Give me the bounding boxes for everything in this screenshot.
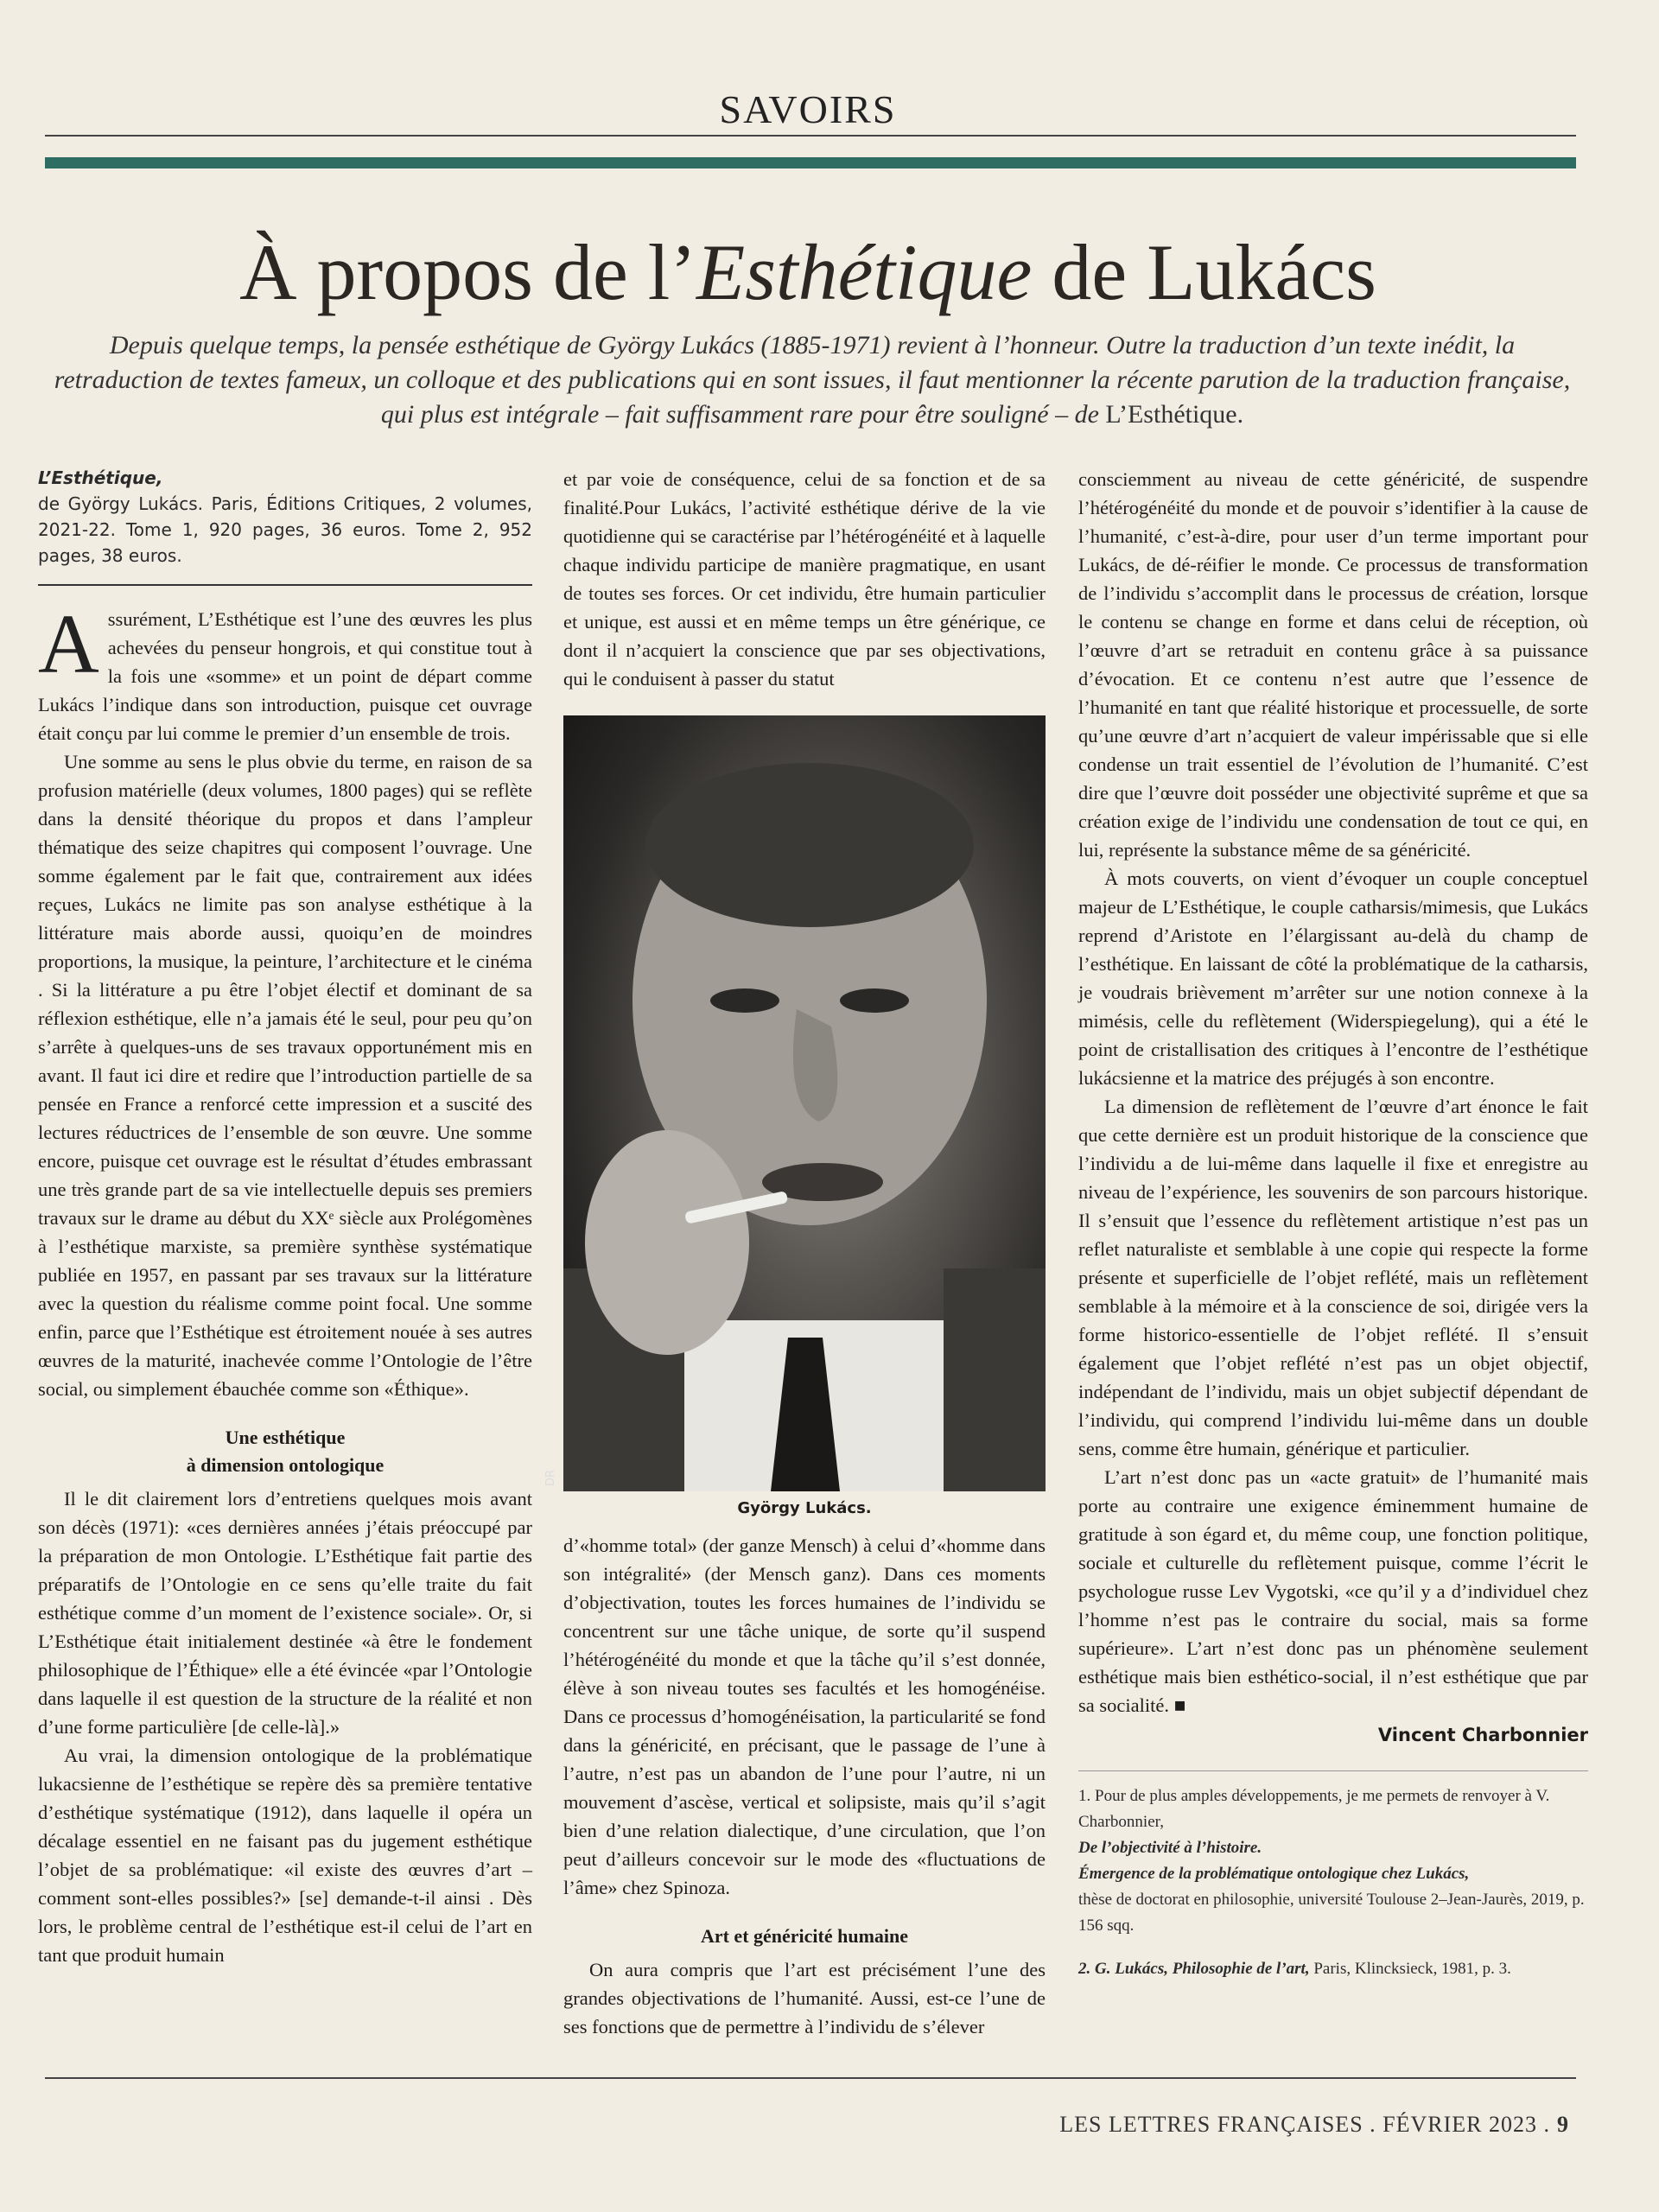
column-2 (544, 465, 1046, 2041)
paragraph-11: L’art n’est donc pas un «acte gratuit» de l’humanité mais porte au contraire une exigence éminemment humaine de gratitude à son égard et, du même coup, une fonction politique, sociale et culturelle du reflètement puisque, comme l’écrit le psychologue russe Lev Vygotski, «ce qu’il y a d’individuel chez l’homme n’est pas le contraire du social, mais sa forme supérieure». L’art n’est donc pas un phénomène seulement esthétique mais bien esthético-social, il n’est esthétique que par sa socialité. ■ (1078, 1466, 1588, 1716)
paragraph-5: et par voie de conséquence, celui de sa fonction et de sa finalité.Pour Lukács, l’activité esthétique dérive de la vie quotidienne qui se caractérise par l’hétérogénéité et à laquelle chaque individu participe de manière pragmatique, en usant de toutes ses forces. Or cet individu, être humain particulier et unique, est aussi et en même temps un être générique, ce dont il n’acquiert la conscience que par ses objectivations, qui le conduisent à passer du statut (563, 468, 1046, 690)
column-1 (38, 465, 532, 1969)
column-3 (1078, 465, 1588, 1999)
page-number: 9 (1557, 2112, 1569, 2137)
paragraph-7: On aura compris que l’art est précisément l’une des grandes objectivations de l’humanité. Aussi, est-ce l’une de ses fonctions que de permettre à l’individu de s’élever (563, 1959, 1046, 2037)
subheading-genericite: Art et généricité humaine (700, 1925, 909, 1947)
header-rule (45, 135, 1576, 137)
portrait-photo (544, 715, 1046, 1491)
article-lead: Depuis quelque temps, la pensée esthétique de György Lukács (1885-1971) revient à l’honneur. Outre la traduction d’un texte inédit, la retraduction de textes fameux, un colloque et des publications qui en sont issues, il faut mentionner la récente parution de la traduction française, qui plus est intégrale – fait suffisamment rare pour être souligné – de L’Esthétique. (54, 331, 1571, 429)
paragraph-4: Au vrai, la dimension ontologique de la problématique lukacsienne de l’esthétique se repère dès sa première tentative d’esthétique systématique (1912), dans laquelle il opéra un décalage essentiel en ne faisant pas du jugement esthétique l’objet de sa problématique: «il existe des œuvres d’art – comment sont-elles possibles?» [se] demande-t-il ainsi . Dès lors, le problème central de l’esthétique est-il celui de l’art en tant que produit humain (38, 1745, 532, 1966)
subheading-ontologique: Une esthétique à dimension ontologique (186, 1427, 385, 1476)
paragraph-8: consciemment au niveau de cette généricité, de suspendre l’hétérogénéité du monde et de pouvoir s’identifier à la cause de l’humanité, c’est-à-dire, pour user d’un terme important pour Lukács, de dé-réifier le monde. Ce processus de transformation de l’individu s’accomplit dans le processus de création, lorsque le contenu se change en forme et dans celui de réception, où l’œuvre d’art se retraduit en contenu grâce à sa puissance d’évocation. Et ce contenu n’est autre que l’essence de l’humanité en tant que réalité historique et processuelle, de sorte qu’une œuvre d’art n’acquiert de valeur impérissable que si elle condense un trait essentiel de l’évolution de l’humanité. C’est dire que l’œuvre doit posséder une objectivité suprême et que sa création exige de l’individu une condensation de tout ce qui, en lui, représente la substance même de sa généricité. (1078, 468, 1588, 861)
book-title: L’Esthétique, (38, 467, 163, 488)
portrait-illustration (563, 715, 1046, 1491)
footer-rule (45, 2077, 1576, 2079)
paragraph-2: Une somme au sens le plus obvie du terme, en raison de sa profusion matérielle (deux volumes, 1800 pages) qui se reflète dans la densité théorique du propos et dans l’ampleur thématique des seize chapitres qui composent l’ouvrage. Une somme également par le fait que, contrairement aux idées reçues, Lukács ne limite pas son analyse esthétique à la littérature mais aborde aussi, quoiqu’en de moindres proportions, la musique, la peinture, l’architecture et le cinéma . Si la littérature a pu être l’objet électif et dominant de sa réflexion esthétique, elle n’a jamais été le seul, pour peu qu’on s’arrête à quelques-uns de ses travaux opportunément mis en avant. Il faut ici dire et redire que l’introduction partielle de sa pensée en France a renforcé cette impression et a suscité des lectures réductrices de l’ensemble de son œuvre. Une somme encore, puisque cet ouvrage est le résultat d’études embrassant une très grande part de sa vie intellectuelle depuis ses premiers travaux sur le drame au début du XXᵉ siècle aux Prolégomènes à l’esthétique marxiste, sa première synthèse systématique publiée en 1957, en passant par ses travaux sur la littérature avec la question du réalisme comme point focal. Une somme enfin, parce que l’Esthétique est étroitement nouée à ses autres œuvres de la maturité, inachevée comme l’Ontologie de l’être social, ou simplement ébauchée comme son «Éthique». (38, 751, 532, 1400)
article-title: À propos de l’Esthétique de Lukács (239, 228, 1376, 316)
book-reference (38, 465, 532, 586)
publication-info: LES LETTRES FRANÇAISES . FÉVRIER 2023 . (1059, 2112, 1550, 2137)
paragraph-3: Il le dit clairement lors d’entretiens quelques mois avant son décès (1971): «ces dernières années j’étais préoccupé par la préparation de mon Ontologie. L’Esthétique fait partie des préparatifs de l’Ontologie en ce sens qu’elle traite du fait esthétique comme d’un moment de l’existence sociale». Or, si L’Esthétique était initialement destinée «à être le fondement philosophique de l’Éthique» elle a été évincée «par l’Ontologie dans laquelle il est question de la structure de la réalité et non d’une forme particulière [de celle-là].» (38, 1488, 532, 1738)
author-signature: Vincent Charbonnier (1377, 1725, 1588, 1745)
book-details: de György Lukács. Paris, Éditions Critiques, 2 volumes, 2021-22. Tome 1, 920 pages, 36 euros. Tome 2, 952 pages, 38 euros. (38, 493, 532, 566)
header-accent-bar (45, 157, 1576, 168)
drop-cap: A (38, 598, 99, 691)
page-footer (1059, 2112, 1569, 2138)
footnote-1: 1. Pour de plus amples développements, je me permets de renvoyer à V. Charbonnier, De l’objectivité à l’histoire. Émergence de la problématique ontologique chez Lukács, thèse de doctorat en philosophie, université Toulouse 2–Jean-Jaurès, 2019, p. 156 sqq. (1078, 1787, 1585, 1935)
paragraph-6: d’«homme total» (der ganze Mensch) à celui d’«homme dans son intégralité» (der Mensch ganz). Dans ces moments d’objectivation, toutes les forces humaines de l’individu se concentrent sur une tâche unique, de sorte qu’il suspend l’hétérogénéité du monde et que la tâche qu’il s’est donnée, élève à son niveau toutes ses facultés et les homogénéise. Dans ce processus d’homogénéisation, la particularité se fond dans la généricité, en précisant, que le passage de l’une à l’autre, n’est pas un abandon de l’une pour l’autre, ni un mouvement d’ascèse, vertical et solipsiste, mais qu’il s’agit bien d’une relation dialectique, d’une circulation, que l’on peut d’ailleurs concevoir sur le mode des «fluctuations de l’âme» chez Spinoza. (563, 1535, 1046, 1898)
photo-caption: György Lukács. (737, 1499, 872, 1517)
photo-credit: DR (544, 1469, 557, 1486)
footnote-2: 2. G. Lukács, Philosophie de l’art, Paris, Klincksieck, 1981, p. 3. (1078, 1960, 1511, 1978)
paragraph-10: La dimension de reflètement de l’œuvre d’art énonce le fait que cette dernière est un produit historique de la conscience que l’individu a de lui-même dans laquelle il fixe et enregistre au niveau de l’expérience, les souvenirs de son parcours historique. Il s’ensuit que l’essence du reflètement artistique n’est pas un reflet naturaliste et semblable à une copie qui respecte la forme présente et superficielle de l’objet reflété, mais un reflètement semblable à la mémoire et à la conscience de soi, dirigée vers la forme historico-essentielle de l’objet reflété. Il s’ensuit également que l’objet reflété n’est pas un objet objectif, indépendant de l’individu, mais un objet subjectif dépendant de l’individu, qui comprend l’individu lui-même dans un double sens, comme être humain, générique et particulier. (1078, 1096, 1588, 1459)
paragraph-1: Assurément, L’Esthétique est l’une des œuvres les plus achevées du penseur hongrois, et qui constitue tout à la fois une «somme» et un point de départ comme Lukács l’indique dans son introduction, puisque cet ouvrage était conçu par lui comme le premier d’un ensemble de trois. (38, 598, 532, 744)
paragraph-9: À mots couverts, on vient d’évoquer un couple conceptuel majeur de L’Esthétique, le couple catharsis/mimesis, que Lukács reprend d’Aristote en l’élargissant au-delà du champ de l’esthétique. En laissant de côté la problématique de la catharsis, je voudrais brièvement m’arrêter sur une notion connexe à la mimésis, celle du reflètement (Widerspiegelung), qui a été le point de cristallisation des critiques à l’encontre de l’esthétique lukácsienne et la matrice des préjugés à son encontre. (1078, 868, 1588, 1089)
footnotes (1078, 1770, 1588, 1982)
section-label: SAVOIRS (719, 87, 897, 131)
